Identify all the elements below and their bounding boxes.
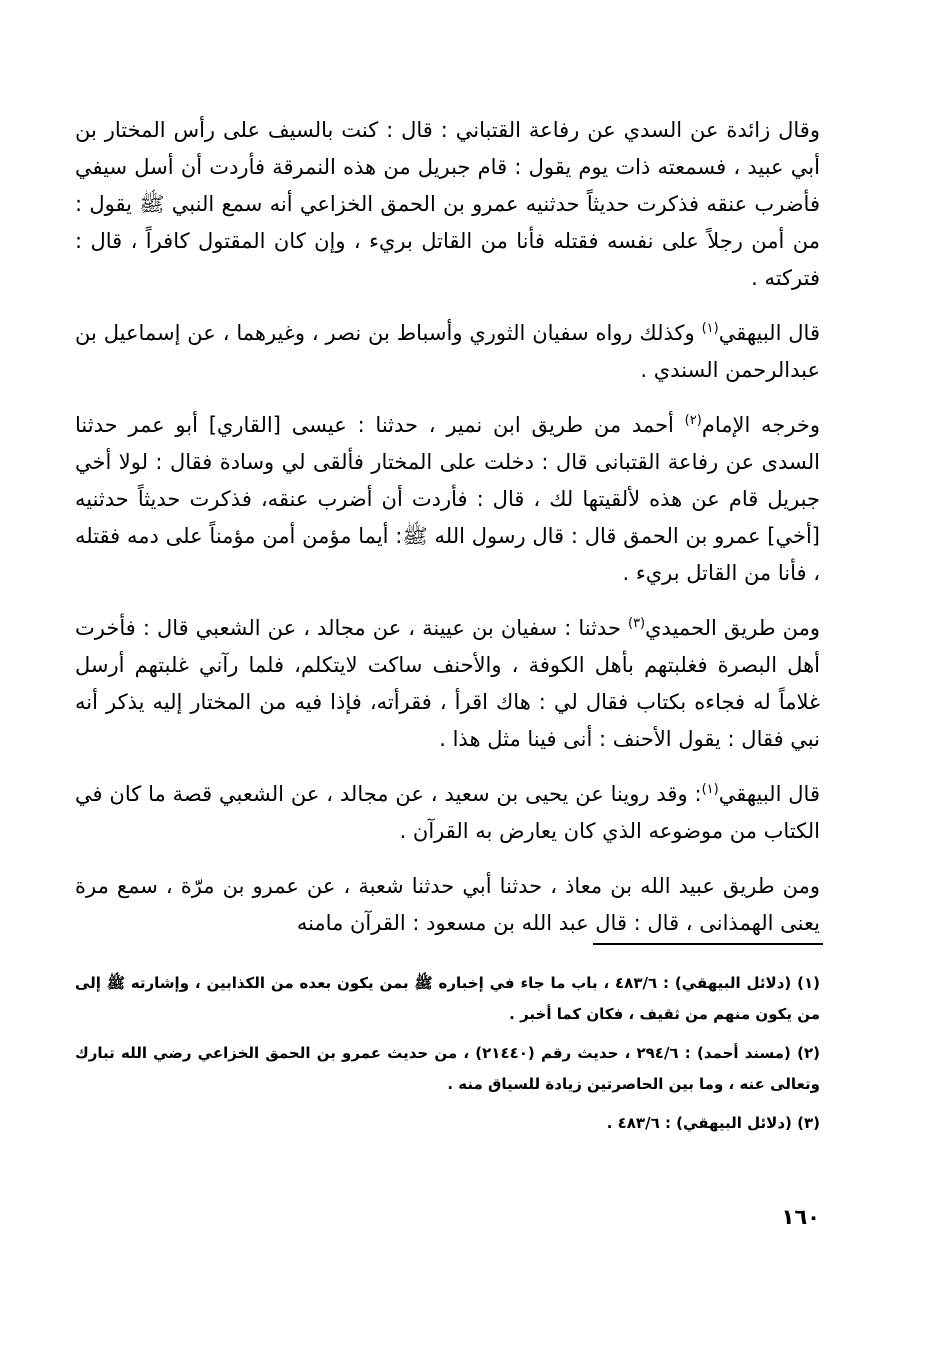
paragraph-lead: قال البيهقي (718, 321, 820, 345)
footnote-ref: (١) (701, 321, 719, 336)
paragraph (75, 407, 820, 592)
footnote-divider (593, 943, 823, 945)
footnote-number: (٣) (797, 1114, 820, 1132)
paragraph-body: وكذلك رواه سفيان الثوري وأسباط بن نصر ، وغيرهما ، عن إسماعيل بن عبدالرحمن السندي . (75, 321, 820, 382)
paragraph-lead: ومن طريق الحميدي (645, 616, 820, 640)
main-text (75, 112, 820, 960)
paragraph (75, 610, 820, 758)
footnote-ref: (٣) (627, 616, 646, 631)
paragraph-body: حدثنا : سفيان بن عيينة ، عن مجالد ، عن الشعبي قال : فأخرت أهل البصرة فغلبتهم بأهل الكوفة ، والأحنف ساكت لايتكلم، فلما رآني غلبتهم أرسل غلاماً له فجاءه بكتاب فقال لي : هاك اقرأ ، فقرأته، فإذا فيه من المختار إليه يذكر أنه نبي فقال : يقول الأحنف : أنى فينا مثل هذا . (75, 616, 820, 751)
paragraph-body: أحمد من طريق ابن نمير ، حدثنا : عيسى [القاري] أبو عمر حدثنا السدى عن رفاعة القتبانى قال : دخلت على المختار فألقى لي وسادة فقال : لولا أخي جبريل قام عن هذه لألقيتها لك ، قال : فأردت أن أضرب عنقه، فذكرت حديثاً حدثنيه [أخي] عمرو بن الحمق قال : قال رسول الله ﷺ: أيما مؤمن أمن مؤمناً على دمه فقتله ، فأنا من القاتل بريء . (75, 413, 820, 585)
footnote (75, 1038, 820, 1100)
paragraph-body: : وقد روينا عن يحيى بن سعيد ، عن مجالد ، عن الشعبي قصة ما كان في الكتاب من موضوعه الذي كان يعارض به القرآن . (75, 782, 820, 843)
paragraph: وقال زائدة عن السدي عن رفاعة القتباني : قال : كنت بالسيف على رأس المختار بن أبي عبيد ، فسمعته ذات يوم يقول : قام جبريل من هذه النمرقة فأردت أن أسل سيفي فأضرب عنقه فذكرت حديثاً حدثنيه عمرو بن الحمق الخزاعي أنه سمع النبي ﷺ يقول : من أمن رجلاً على نفسه فقتله فأنا من القاتل بريء ، وإن كان المقتول كافراً ، قال : فتركته . (75, 118, 820, 290)
footnote (75, 1108, 820, 1139)
footnote-text: (دلائل البيهقي) : ٤٨٣/٦ ، باب ما جاء في إخباره ﷺ بمن يكون بعده من الكذابين ، وإشارته ﷺ إلى من يكون منهم من ثقيف ، فكان كما أخبر . (75, 974, 820, 1023)
footnote-number: (١) (797, 974, 820, 992)
footnote-number: (٢) (797, 1044, 820, 1062)
footnotes (75, 968, 820, 1147)
footnote-text: (مسند أحمد) : ٢٩٤/٦ ، حديث رقم (٢١٤٤٠) ، من حديث عمرو بن الحمق الخزاعي رضي الله تبارك وتعالى عنه ، وما بين الحاصرتين زيادة للسياق منه . (75, 1044, 820, 1093)
paragraph (75, 776, 820, 850)
paragraph-lead: وخرجه الإمام (701, 413, 820, 437)
paragraph-lead: قال البيهقي (718, 782, 820, 806)
footnote-text: (دلائل البيهقي) : ٤٨٣/٦ . (606, 1114, 798, 1132)
footnote (75, 968, 820, 1030)
paragraph: ومن طريق عبيد الله بن معاذ ، حدثنا أبي حدثنا شعبة ، عن عمرو بن مرّة ، سمع مرة يعنى الهمذانى ، قال : قال عبد الله بن مسعود : القرآن مامنه (75, 874, 820, 935)
paragraph (75, 315, 820, 389)
footnote-ref: (١) (701, 782, 719, 797)
footnote-ref: (٢) (684, 413, 702, 428)
page-number: ١٦٠ (781, 1205, 820, 1229)
